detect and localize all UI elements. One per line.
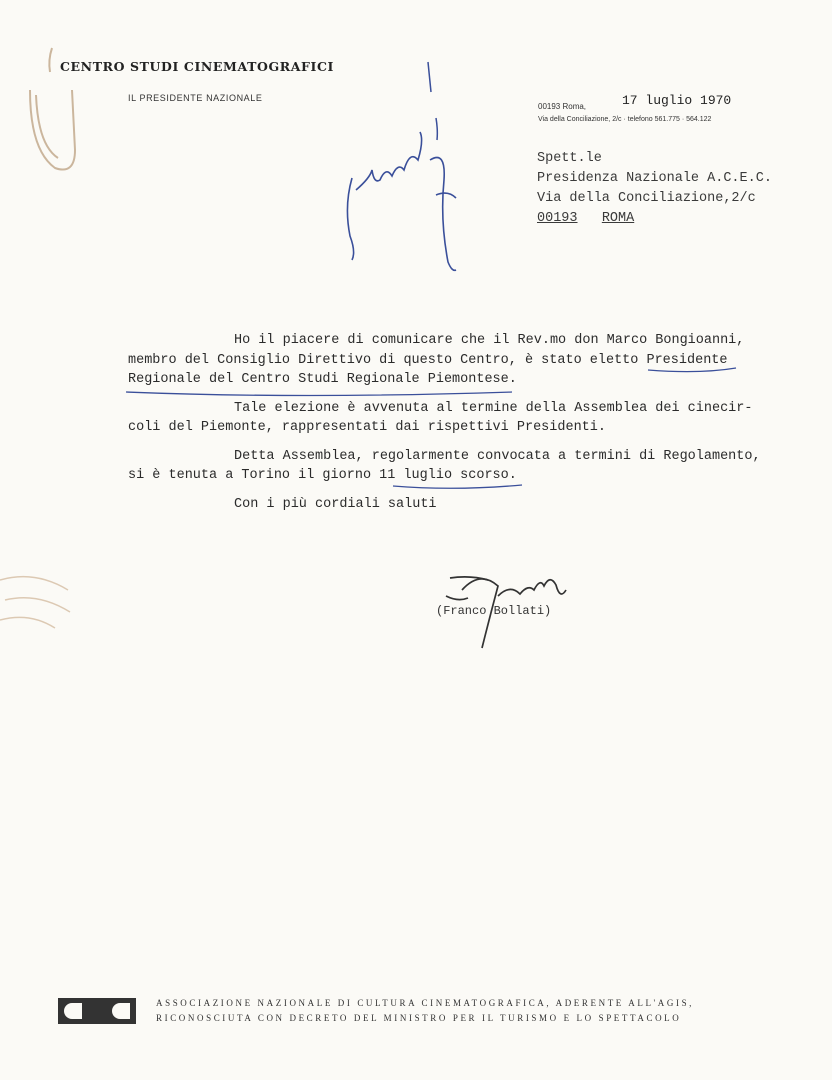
handwritten-annotation bbox=[347, 132, 456, 270]
footer-statement bbox=[156, 996, 694, 1026]
recipient-line: Spett.le bbox=[537, 151, 602, 166]
body-line: membro del Consiglio Direttivo di questo Centro, è stato eletto Presidente bbox=[128, 352, 728, 368]
footer-line: ASSOCIAZIONE NAZIONALE DI CULTURA CINEMATOGRAFICA, ADERENTE ALL'AGIS, bbox=[156, 998, 695, 1008]
signature-typed-name: (Franco Bollati) bbox=[436, 604, 552, 618]
paper-crease-marks bbox=[0, 577, 70, 628]
underline-marks bbox=[126, 368, 736, 488]
pen-mark-vertical bbox=[428, 62, 437, 140]
organization-name: CENTRO STUDI CINEMATOGRAFICI bbox=[60, 59, 334, 74]
body-line: coli del Piemonte, rappresentati dai rispettivi Presidenti. bbox=[128, 420, 606, 435]
footer-line: RICONOSCIUTA CON DECRETO DEL MINISTRO PER IL TURISMO E LO SPETTACOLO bbox=[156, 1013, 682, 1023]
body-line: si è tenuta a Torino il giorno 11 luglio scorso. bbox=[128, 468, 517, 483]
closing-salutation: Con i più cordiali saluti bbox=[234, 497, 437, 512]
recipient-postcode: 00193 bbox=[537, 211, 578, 226]
staple-stain bbox=[30, 48, 75, 170]
recipient-line: Presidenza Nazionale A.C.E.C. bbox=[537, 171, 772, 186]
body-line: Detta Assemblea, regolarmente convocata a termini di Regolamento, bbox=[234, 448, 761, 464]
body-line: Tale elezione è avvenuta al termine della Assemblea dei cinecir- bbox=[234, 400, 753, 416]
place-prefix: 00193 Roma, bbox=[538, 102, 587, 111]
letterhead-title: IL PRESIDENTE NAZIONALE bbox=[128, 93, 263, 103]
body-line: Regionale del Centro Studi Regionale Piemontese. bbox=[128, 372, 517, 387]
recipient-city: ROMA bbox=[601, 211, 635, 226]
letter-date: 17 luglio 1970 bbox=[622, 93, 732, 108]
body-line: Ho il piacere di comunicare che il Rev.mo don Marco Bongioanni, bbox=[234, 333, 745, 348]
letterhead-address: Via della Conciliazione, 2/c · telefono 561.775 · 564.122 bbox=[538, 116, 712, 123]
csc-logo bbox=[58, 998, 136, 1024]
recipient-line: Via della Conciliazione,2/c bbox=[537, 191, 756, 206]
handwritten-signature bbox=[446, 577, 566, 648]
